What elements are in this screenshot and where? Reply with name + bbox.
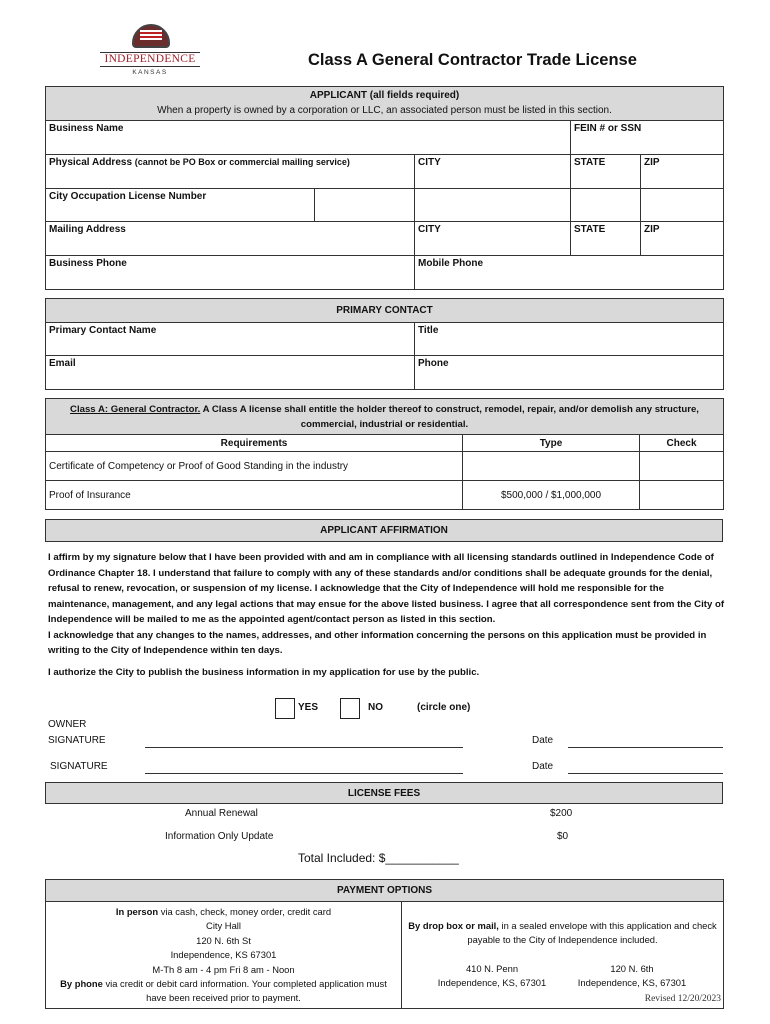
contact-phone-field[interactable]: Phone bbox=[415, 356, 724, 390]
applicant-heading: APPLICANT (all fields required) When a property is owned by a corporation or LLC, an associated person must be listed in this section. bbox=[46, 87, 724, 121]
annual-renewal-fee: $200 bbox=[550, 808, 573, 819]
class-a-table bbox=[45, 398, 724, 510]
date-line-2[interactable] bbox=[568, 773, 723, 774]
mailing-zip-field[interactable]: ZIP bbox=[641, 222, 724, 256]
fein-field[interactable]: FEIN # or SSN bbox=[571, 121, 724, 155]
date-label: Date bbox=[532, 735, 554, 746]
physical-city-field[interactable]: CITY bbox=[415, 155, 571, 189]
yes-checkbox[interactable] bbox=[275, 698, 295, 719]
business-name-field[interactable]: Business Name bbox=[46, 121, 571, 155]
requirement-row: Certificate of Competency or Proof of Good Standing in the industry bbox=[46, 452, 463, 481]
requirement-type bbox=[463, 452, 640, 481]
mobile-phone-field[interactable]: Mobile Phone bbox=[415, 256, 724, 290]
mailing-city-field[interactable]: CITY bbox=[415, 222, 571, 256]
signature-line[interactable] bbox=[145, 773, 463, 774]
city-logo bbox=[100, 22, 200, 84]
occupation-license-field[interactable] bbox=[315, 189, 415, 222]
physical-zip-field[interactable]: ZIP bbox=[641, 155, 724, 189]
primary-contact-heading: PRIMARY CONTACT bbox=[46, 299, 724, 323]
info-update-label: Information Only Update bbox=[165, 831, 274, 842]
affirmation-paragraph-2: I acknowledge that any changes to the names, addresses, and other information concerning the persons on this application must be provided in writing to the City of Independence within ten days. bbox=[48, 629, 707, 656]
requirement-row: Proof of Insurance bbox=[46, 481, 463, 510]
in-person-option: In person via cash, check, money order, credit card City Hall 120 N. 6th St Independence, KS 67301 M-Th 8 am - 4 pm Fri 8 am - Noon By phone via credit or debit card information. Your completed application must have been received prior to payment. bbox=[46, 902, 402, 1009]
address-penn: 410 N. Penn Independence, KS, 67301 bbox=[437, 963, 547, 989]
occupation-license-label: City Occupation License Number bbox=[46, 189, 315, 222]
requirement-check-box[interactable] bbox=[640, 481, 724, 510]
mailing-state-field[interactable]: STATE bbox=[571, 222, 641, 256]
license-fees-heading: LICENSE FEES bbox=[46, 783, 723, 804]
mail-option: By drop box or mail, in a sealed envelope with this application and check payable to the City of Independence included. 410 N. Penn Independence, KS, 67301 120 N. 6th Independence, KS, 67301 Revised 12/20/2023 bbox=[402, 902, 724, 1009]
total-included[interactable]: Total Included: $___________ bbox=[298, 851, 459, 865]
authorize-text: I authorize the City to publish the business information in my application for use by the public. bbox=[48, 666, 480, 678]
affirmation-text bbox=[48, 550, 724, 681]
logo-name: INDEPENDENCE bbox=[100, 52, 200, 67]
col-requirements: Requirements bbox=[46, 435, 463, 452]
requirement-type: $500,000 / $1,000,000 bbox=[463, 481, 640, 510]
no-label: NO bbox=[368, 702, 383, 713]
affirmation-table bbox=[45, 519, 723, 542]
logo-state: KANSAS bbox=[132, 69, 168, 76]
yes-label: YES bbox=[298, 702, 319, 713]
business-phone-field[interactable]: Business Phone bbox=[46, 256, 415, 290]
signature-label: SIGNATURE bbox=[50, 761, 108, 772]
applicant-table bbox=[45, 86, 724, 290]
physical-address-field[interactable]: Physical Address (cannot be PO Box or commercial mailing service) bbox=[46, 155, 415, 189]
physical-state-field[interactable]: STATE bbox=[571, 155, 641, 189]
primary-contact-table bbox=[45, 298, 724, 390]
date-line[interactable] bbox=[568, 747, 723, 748]
owner-signature-line[interactable] bbox=[145, 747, 463, 748]
payment-options-table bbox=[45, 879, 724, 1009]
col-type: Type bbox=[463, 435, 640, 452]
date-label-2: Date bbox=[532, 761, 554, 772]
contact-name-field[interactable]: Primary Contact Name bbox=[46, 323, 415, 356]
class-a-heading: Class A: General Contractor. A Class A license shall entitle the holder thereof to construct, remodel, repair, and/or demolish any structure, commercial, industrial or residential. bbox=[46, 399, 724, 435]
owner-label: OWNER bbox=[48, 719, 87, 730]
no-checkbox[interactable] bbox=[340, 698, 360, 719]
annual-renewal-label: Annual Renewal bbox=[185, 808, 258, 819]
page-title: Class A General Contractor Trade License bbox=[308, 51, 637, 69]
license-fees-table bbox=[45, 782, 723, 804]
circle-one-label: (circle one) bbox=[417, 702, 471, 713]
info-update-fee: $0 bbox=[557, 831, 569, 842]
mailing-address-field[interactable]: Mailing Address bbox=[46, 222, 415, 256]
contact-title-field[interactable]: Title bbox=[415, 323, 724, 356]
affirmation-paragraph-1: I affirm by my signature below that I have been provided with and am in compliance with all licensing standards outlined in Independence Code of Ordinance Chapter 18. I understand that failure to comply with any of these standards and/or conditions shall be adequate grounds for the denial, refusal to renew, revocation, or suspension of my license. I acknowledge that the City of Independence will hold me responsible for the maintenance, management, and any legal actions that may ensue for the above listed business. I agree that all correspondence sent from the City of Independence will be mailed to me as the appointed agent/contact person as listed in this section. bbox=[48, 552, 725, 625]
seal-icon bbox=[132, 24, 170, 48]
contact-email-field[interactable]: Email bbox=[46, 356, 415, 390]
payment-options-heading: PAYMENT OPTIONS bbox=[46, 880, 724, 902]
requirement-check-box[interactable] bbox=[640, 452, 724, 481]
col-check: Check bbox=[640, 435, 724, 452]
owner-signature-label: SIGNATURE bbox=[48, 735, 106, 746]
address-sixth: 120 N. 6th Independence, KS, 67301 bbox=[577, 963, 687, 989]
affirmation-heading: APPLICANT AFFIRMATION bbox=[46, 520, 723, 542]
revised-date: Revised 12/20/2023 bbox=[644, 994, 722, 1005]
